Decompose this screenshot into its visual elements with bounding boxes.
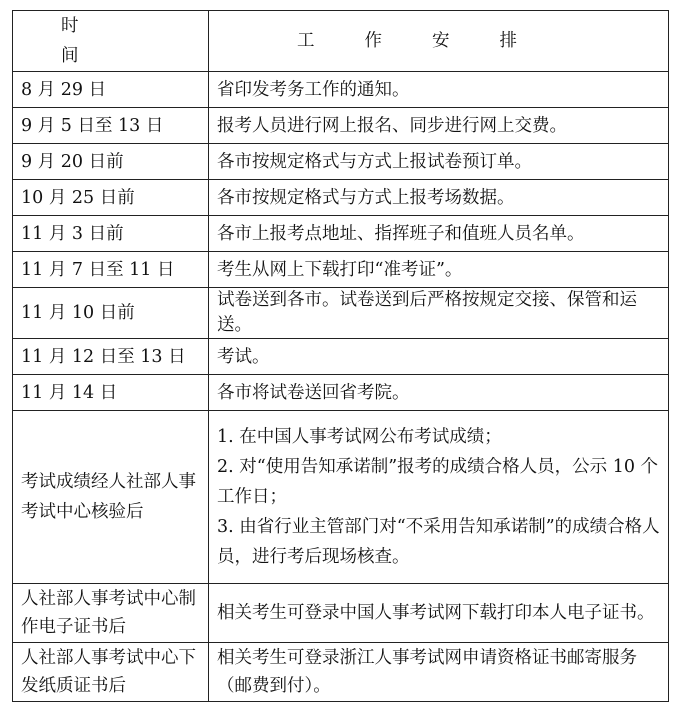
table-row (13, 375, 669, 411)
row-time: 11 月 7 日至 11 日 (13, 252, 209, 288)
table-row (13, 339, 669, 375)
table-row (13, 108, 669, 144)
table-row (13, 180, 669, 216)
table-row (13, 288, 669, 339)
row-work: 各市按规定格式与方式上报考场数据。 (209, 180, 669, 216)
table-row (13, 144, 669, 180)
table-row (13, 643, 669, 702)
row-work: 考试。 (209, 339, 669, 375)
row-work: 试卷送到各市。试卷送到后严格按规定交接、保管和运送。 (209, 288, 669, 339)
row-time: 10 月 25 日前 (13, 180, 209, 216)
row-work: 省印发考务工作的通知。 (209, 72, 669, 108)
row-time: 11 月 14 日 (13, 375, 209, 411)
table-row (13, 252, 669, 288)
row-work-list (209, 411, 669, 584)
row-work: 相关考生可登录浙江人事考试网申请资格证书邮寄服务（邮费到付）。 (209, 643, 669, 702)
row-work: 考生从网上下载打印“准考证”。 (209, 252, 669, 288)
row-time: 考试成绩经人社部人事考试中心核验后 (13, 411, 209, 584)
table-row (13, 411, 669, 584)
row-time: 9 月 20 日前 (13, 144, 209, 180)
row-time: 11 月 12 日至 13 日 (13, 339, 209, 375)
work-item: 3. 由省行业主管部门对“不采用告知承诺制”的成绩合格人员，进行考后现场核查。 (217, 517, 660, 567)
row-time: 11 月 3 日前 (13, 216, 209, 252)
header-time: 时间 (13, 11, 209, 72)
table-row (13, 584, 669, 643)
row-time: 人社部人事考试中心下发纸质证书后 (13, 643, 209, 702)
row-time: 8 月 29 日 (13, 72, 209, 108)
work-item: 2. 对“使用告知承诺制”报考的成绩合格人员，公示 10 个工作日； (217, 457, 659, 507)
row-work: 各市将试卷送回省考院。 (209, 375, 669, 411)
row-work: 相关考生可登录中国人事考试网下载打印本人电子证书。 (209, 584, 669, 643)
table-row (13, 216, 669, 252)
table-row (13, 72, 669, 108)
row-work: 报考人员进行网上报名、同步进行网上交费。 (209, 108, 669, 144)
work-item: 1. 在中国人事考试网公布考试成绩； (217, 427, 502, 447)
row-work: 各市按规定格式与方式上报试卷预订单。 (209, 144, 669, 180)
row-time: 9 月 5 日至 13 日 (13, 108, 209, 144)
row-work: 各市上报考点地址、指挥班子和值班人员名单。 (209, 216, 669, 252)
schedule-table (12, 10, 669, 702)
row-time: 11 月 10 日前 (13, 288, 209, 339)
row-time: 人社部人事考试中心制作电子证书后 (13, 584, 209, 643)
header-row (13, 11, 669, 72)
header-work: 工作安排 (209, 11, 669, 72)
